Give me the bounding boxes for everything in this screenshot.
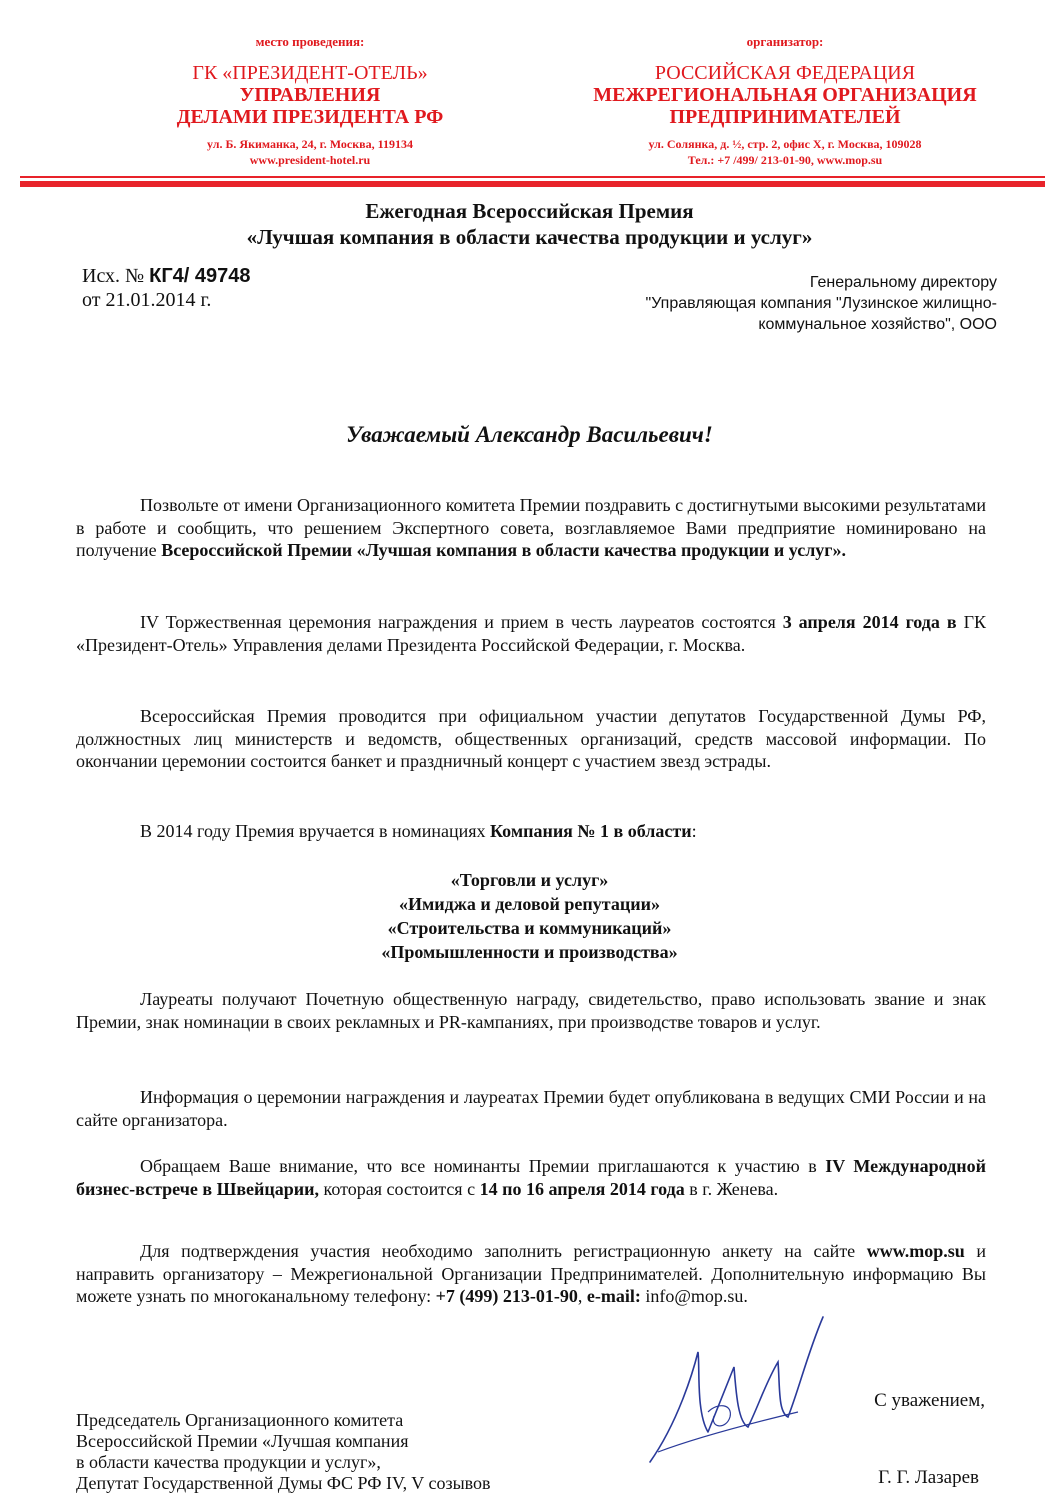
paragraph-laureates [76,988,986,1033]
header-rule-thick [20,181,1045,187]
organizer-country: РОССИЙСКАЯ ФЕДЕРАЦИЯ [654,62,916,84]
paragraph-text: Всероссийская Премия проводится при официальном участии депутатов Государственной Думы РФ, должностных лиц министерств и ведомств, общественных организаций, средств массовой информации. По окончании церемонии состоится банкет и праздничный концерт с участием звезд эстрады. [76,706,986,771]
outgoing-reference [82,264,251,312]
paragraph-participants [76,705,986,773]
header-rule-thin [20,176,1045,178]
award-title [0,198,1059,250]
nomination-item: «Имиджа и деловой репутации» [399,894,660,914]
paragraph-text: : [691,821,697,841]
ceremony-date-bold: 3 апреля 2014 года в [782,612,957,632]
paragraph-text: Лауреаты получают Почетную общественную награду, свидетельство, право использовать звание и знак Премии, знак номинации в своих рекламных и PR-кампаниях, при производстве товаров и услуг. [76,989,986,1032]
website-link[interactable]: www.mop.su [866,1241,965,1261]
paragraph-text: и направить организатору – Межрегиональной Организации Предпринимателей. Дополнительную информацию Вы можете узнать по многоканальному телефону: [76,1241,986,1306]
letterhead-organizer [570,34,1000,168]
company-no1-bold: Компания № 1 в области [490,821,692,841]
paragraph-switzerland [76,1155,986,1200]
recipient-line1: Генеральному директору [809,274,997,291]
signatory-line1: Председатель Организационного комитета [76,1410,404,1430]
email-link[interactable]: info@mop.su. [640,1286,748,1306]
paragraph-congratulation [76,494,986,562]
email-label: e-mail: [586,1286,641,1306]
paragraph-ceremony [76,611,986,656]
meeting-dates-bold: 14 по 16 апреля 2014 года [479,1178,685,1199]
nominations-list [0,868,1059,964]
nomination-item: «Промышленности и производства» [381,942,678,962]
signatory-line3: в области качества продукции и услуг», [76,1452,381,1472]
venue-address: ул. Б. Якиманка, 24, г. Москва, 119134 [207,137,413,151]
letterhead-venue [120,34,500,168]
paragraph-text: Информация о церемонии награждения и лауреатах Премии будет опубликована в ведущих СМИ России и на сайте организатора. [76,1087,986,1130]
paragraph-text: В 2014 году Премия вручается в номинациях [140,821,490,841]
venue-line2: УПРАВЛЕНИЯ [239,84,381,106]
paragraph-text: , [577,1286,587,1306]
recipient-line2: "Управляющая компания "Лузинское жилищно- [645,295,997,312]
reference-prefix: Исх. № [82,265,145,287]
paragraph-text: которая состоится с [319,1178,480,1199]
paragraph-nominations-intro [76,820,986,843]
salutation: Уважаемый Александр Васильевич! [346,422,713,447]
venue-label: место проведения: [255,34,365,49]
paragraph-text: IV Торжественная церемония награждения и прием в честь лауреатов состоятся [140,612,783,632]
paragraph-text: ГК «Президент-Отель» Управления делами Президента Российской Федерации, г. Москва. [76,612,986,655]
venue-hotel-name: ГК «ПРЕЗИДЕНТ-ОТЕЛЬ» [192,62,428,84]
paragraph-registration [76,1240,986,1308]
signatory-title [76,1410,491,1494]
organizer-line2: МЕЖРЕГИОНАЛЬНАЯ ОРГАНИЗАЦИЯ [593,84,977,106]
venue-line3: ДЕЛАМИ ПРЕЗИДЕНТА РФ [176,106,444,128]
organizer-label: организатор: [746,34,824,49]
nomination-item: «Строительства и коммуникаций» [387,918,672,938]
award-title-line2: «Лучшая компания в области качества продукции и услуг» [246,225,813,249]
paragraph-publication [76,1086,986,1131]
nomination-item: «Торговли и услуг» [450,870,609,890]
signatory-name: Г. Г. Лазарев [878,1467,979,1488]
phone-number: +7 (499) 213-01-90 [435,1286,578,1306]
award-title-line1: Ежегодная Всероссийская Премия [365,199,694,223]
organizer-address: ул. Солянка, д. ½, стр. 2, офис X, г. Москва, 109028 [648,137,922,151]
paragraph-text: Позвольте от имени Организационного комитета Премии поздравить с достигнутыми высокими результатами в работе и сообщить, что решением Экспертного совета, возглавляемое Вами предприятие номинировано на получение [76,495,987,560]
recipient-line3: коммунальное хозяйство", ООО [758,316,997,333]
organizer-contacts: Тел.: +7 /499/ 213-01-90, www.mop.su [687,153,883,167]
signature-image [638,1312,838,1482]
organizer-line3: ПРЕДПРИНИМАТЕЛЕЙ [669,106,901,128]
venue-website: www.president-hotel.ru [249,153,371,167]
award-name-bold: Всероссийской Премии «Лучшая компания в области качества продукции и услуг». [161,540,846,560]
reference-number: КГ4/ 49748 [149,265,251,287]
signatory-line2: Всероссийской Премии «Лучшая компания [76,1431,409,1451]
recipient-block [537,272,997,335]
closing-phrase: С уважением, [874,1390,985,1411]
paragraph-text: Для подтверждения участия необходимо заполнить регистрационную анкету на сайте [140,1241,867,1261]
paragraph-text: Обращаем Ваше внимание, что все номинанты Премии приглашаются к участию в [140,1156,826,1176]
signatory-line4: Депутат Государственной Думы ФС РФ IV, V созывов [76,1473,491,1493]
reference-date: от 21.01.2014 г. [82,289,212,311]
business-meeting-bold: IV Международной бизнес-встрече в Швейцарии, [76,1156,986,1199]
paragraph-text: в г. Женева. [684,1178,779,1199]
